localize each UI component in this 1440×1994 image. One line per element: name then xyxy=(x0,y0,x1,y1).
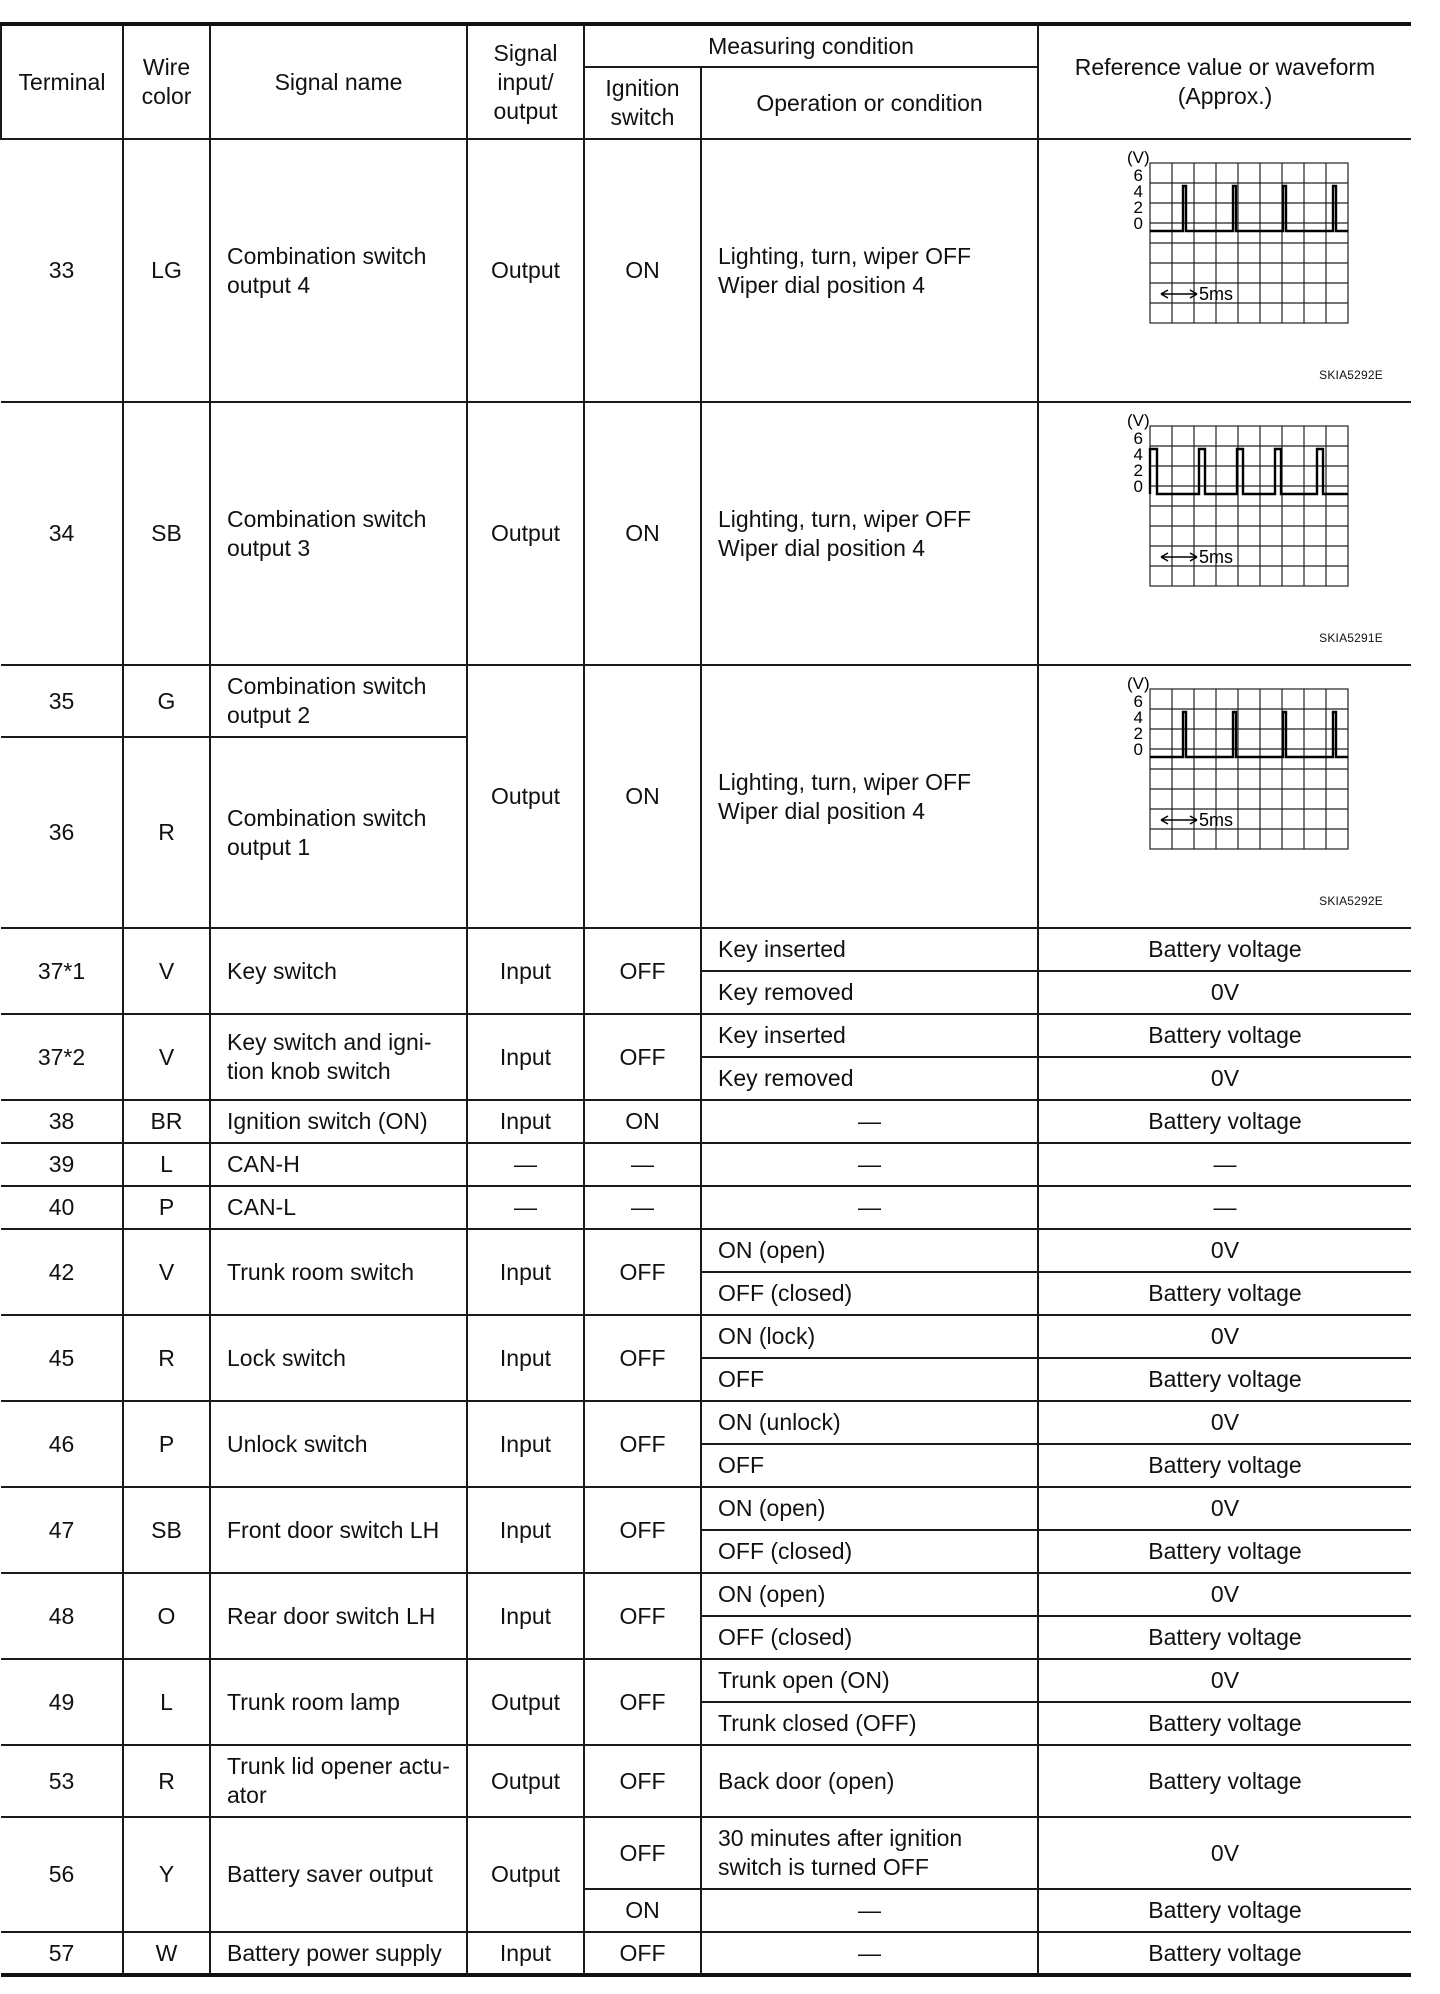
table-row xyxy=(1,1487,1411,1530)
wire-color-cell: P xyxy=(123,1401,210,1487)
terminal-cell: 56 xyxy=(1,1817,123,1932)
table-row xyxy=(1,1932,1411,1975)
table-row xyxy=(1,402,1411,665)
condition-cell: Key inserted xyxy=(701,928,1038,971)
table-row xyxy=(1,1100,1411,1143)
value-cell: Battery voltage xyxy=(1038,1530,1411,1573)
condition-cell: — xyxy=(701,1889,1038,1932)
condition-cell: ON (lock) xyxy=(701,1315,1038,1358)
condition-cell: Lighting, turn, wiper OFF Wiper dial position 4 xyxy=(701,665,1038,928)
condition-cell: Trunk closed (OFF) xyxy=(701,1702,1038,1745)
value-cell: Battery voltage xyxy=(1038,1932,1411,1975)
header-measuring-condition: Measuring condition xyxy=(584,24,1038,67)
ignition-cell: ON xyxy=(584,665,701,928)
figure-code: SKIA5291E xyxy=(1319,631,1383,645)
condition-cell: Key inserted xyxy=(701,1014,1038,1057)
wire-color-cell: G xyxy=(123,665,210,737)
condition-cell: ON (open) xyxy=(701,1573,1038,1616)
waveform-time-scale: 5ms xyxy=(1199,810,1234,830)
terminal-cell: 46 xyxy=(1,1401,123,1487)
ignition-cell: ON xyxy=(584,402,701,665)
signal-io-cell: Input xyxy=(467,1315,584,1401)
condition-cell: OFF (closed) xyxy=(701,1272,1038,1315)
figure-code: SKIA5292E xyxy=(1319,368,1383,382)
value-cell: Battery voltage xyxy=(1038,1358,1411,1401)
signal-io-cell: Output xyxy=(467,1659,584,1745)
ignition-cell: OFF xyxy=(584,1817,701,1889)
wire-color-cell: Y xyxy=(123,1817,210,1932)
ignition-cell: — xyxy=(584,1186,701,1229)
value-cell: Battery voltage xyxy=(1038,928,1411,971)
value-cell: Battery voltage xyxy=(1038,1616,1411,1659)
waveform-cell xyxy=(1038,139,1411,402)
wire-color-cell: L xyxy=(123,1143,210,1186)
table-row xyxy=(1,665,1411,737)
waveform-tick: 6 xyxy=(1133,692,1143,711)
value-cell: 0V xyxy=(1038,1659,1411,1702)
signal-name-cell: Rear door switch LH xyxy=(210,1573,467,1659)
table-row xyxy=(1,1315,1411,1358)
signal-name-cell: Battery saver output xyxy=(210,1817,467,1932)
signal-io-cell: Input xyxy=(467,1014,584,1100)
signal-io-cell: Input xyxy=(467,1487,584,1573)
waveform-tick: 2 xyxy=(1133,461,1143,480)
header-ignition-switch: Ignition switch xyxy=(584,67,701,139)
ignition-cell: ON xyxy=(584,1889,701,1932)
signal-io-cell: Output xyxy=(467,665,584,928)
signal-io-cell: Input xyxy=(467,1401,584,1487)
figure-code: SKIA5292E xyxy=(1319,894,1383,908)
waveform-tick: 2 xyxy=(1133,198,1143,217)
wire-color-cell: O xyxy=(123,1573,210,1659)
waveform-pulse-wide xyxy=(1075,404,1375,604)
terminal-cell: 53 xyxy=(1,1745,123,1817)
header-signal-io: Signal input/ output xyxy=(467,24,584,139)
value-cell: — xyxy=(1038,1143,1411,1186)
value-cell: Battery voltage xyxy=(1038,1745,1411,1817)
ignition-cell: OFF xyxy=(584,1745,701,1817)
terminal-cell: 34 xyxy=(1,402,123,665)
value-cell: — xyxy=(1038,1186,1411,1229)
terminal-cell: 38 xyxy=(1,1100,123,1143)
signal-io-cell: Input xyxy=(467,928,584,1014)
waveform-unit: (V) xyxy=(1127,148,1150,167)
header-reference-value: Reference value or waveform (Approx.) xyxy=(1038,24,1411,139)
signal-name-cell: Trunk room lamp xyxy=(210,1659,467,1745)
wire-color-cell: R xyxy=(123,1745,210,1817)
terminal-table-sheet xyxy=(0,22,1410,1977)
header-operation-condition: Operation or condition xyxy=(701,67,1038,139)
table-row xyxy=(1,1186,1411,1229)
wire-color-cell: V xyxy=(123,928,210,1014)
ignition-cell: OFF xyxy=(584,1573,701,1659)
signal-io-cell: Input xyxy=(467,1573,584,1659)
wire-color-cell: V xyxy=(123,1229,210,1315)
waveform-cell xyxy=(1038,665,1411,928)
condition-cell: Key removed xyxy=(701,971,1038,1014)
wire-color-cell: W xyxy=(123,1932,210,1975)
signal-name-cell: Combination switch output 1 xyxy=(210,737,467,928)
table-row xyxy=(1,1401,1411,1444)
waveform-tick: 0 xyxy=(1133,477,1143,496)
wire-color-cell: R xyxy=(123,737,210,928)
waveform-tick: 0 xyxy=(1133,740,1143,759)
ignition-cell: OFF xyxy=(584,1315,701,1401)
value-cell: 0V xyxy=(1038,971,1411,1014)
signal-io-cell: Output xyxy=(467,1817,584,1932)
waveform-cell xyxy=(1038,402,1411,665)
waveform-time-scale: 5ms xyxy=(1199,547,1234,567)
terminal-cell: 48 xyxy=(1,1573,123,1659)
signal-name-cell: CAN-L xyxy=(210,1186,467,1229)
terminal-cell: 40 xyxy=(1,1186,123,1229)
value-cell: Battery voltage xyxy=(1038,1889,1411,1932)
table-row xyxy=(1,1014,1411,1057)
condition-cell: OFF xyxy=(701,1358,1038,1401)
table-row xyxy=(1,1745,1411,1817)
terminal-cell: 49 xyxy=(1,1659,123,1745)
signal-name-cell: Combination switch output 3 xyxy=(210,402,467,665)
table-row xyxy=(1,928,1411,971)
value-cell: 0V xyxy=(1038,1817,1411,1889)
ignition-cell: OFF xyxy=(584,928,701,1014)
signal-name-cell: Combination switch output 2 xyxy=(210,665,467,737)
condition-cell: OFF (closed) xyxy=(701,1530,1038,1573)
ignition-cell: ON xyxy=(584,139,701,402)
terminal-cell: 37*1 xyxy=(1,928,123,1014)
waveform-tick: 6 xyxy=(1133,429,1143,448)
signal-name-cell: Trunk lid opener actu- ator xyxy=(210,1745,467,1817)
waveform-tick: 4 xyxy=(1133,445,1143,464)
header-terminal: Terminal xyxy=(1,24,123,139)
waveform-tick: 0 xyxy=(1133,214,1143,233)
value-cell: 0V xyxy=(1038,1229,1411,1272)
ignition-cell: ON xyxy=(584,1100,701,1143)
value-cell: 0V xyxy=(1038,1057,1411,1100)
ignition-cell: — xyxy=(584,1143,701,1186)
header-wire-color: Wire color xyxy=(123,24,210,139)
wire-color-cell: SB xyxy=(123,1487,210,1573)
condition-cell: Lighting, turn, wiper OFF Wiper dial position 4 xyxy=(701,402,1038,665)
signal-io-cell: — xyxy=(467,1186,584,1229)
wire-color-cell: LG xyxy=(123,139,210,402)
table-row xyxy=(1,1143,1411,1186)
waveform-time-scale: 5ms xyxy=(1199,284,1234,304)
terminal-cell: 35 xyxy=(1,665,123,737)
value-cell: Battery voltage xyxy=(1038,1272,1411,1315)
value-cell: 0V xyxy=(1038,1487,1411,1530)
ignition-cell: OFF xyxy=(584,1932,701,1975)
value-cell: Battery voltage xyxy=(1038,1100,1411,1143)
condition-cell: OFF (closed) xyxy=(701,1616,1038,1659)
table-row xyxy=(1,1229,1411,1272)
signal-name-cell: Trunk room switch xyxy=(210,1229,467,1315)
condition-cell: Key removed xyxy=(701,1057,1038,1100)
signal-io-cell: Input xyxy=(467,1100,584,1143)
value-cell: Battery voltage xyxy=(1038,1702,1411,1745)
condition-cell: Back door (open) xyxy=(701,1745,1038,1817)
signal-name-cell: Key switch xyxy=(210,928,467,1014)
terminal-cell: 42 xyxy=(1,1229,123,1315)
value-cell: 0V xyxy=(1038,1573,1411,1616)
signal-name-cell: Combination switch output 4 xyxy=(210,139,467,402)
wire-color-cell: L xyxy=(123,1659,210,1745)
waveform-tick: 4 xyxy=(1133,708,1143,727)
waveform-tick: 2 xyxy=(1133,724,1143,743)
condition-cell: Trunk open (ON) xyxy=(701,1659,1038,1702)
signal-io-cell: Output xyxy=(467,402,584,665)
condition-cell: Lighting, turn, wiper OFF Wiper dial position 4 xyxy=(701,139,1038,402)
condition-cell: OFF xyxy=(701,1444,1038,1487)
wire-color-cell: R xyxy=(123,1315,210,1401)
condition-cell: ON (unlock) xyxy=(701,1401,1038,1444)
wire-color-cell: SB xyxy=(123,402,210,665)
wire-color-cell: P xyxy=(123,1186,210,1229)
ignition-cell: OFF xyxy=(584,1014,701,1100)
terminal-cell: 39 xyxy=(1,1143,123,1186)
condition-cell: — xyxy=(701,1143,1038,1186)
signal-name-cell: Battery power supply xyxy=(210,1932,467,1975)
table-row xyxy=(1,1659,1411,1702)
signal-name-cell: Unlock switch xyxy=(210,1401,467,1487)
terminal-cell: 33 xyxy=(1,139,123,402)
waveform-unit: (V) xyxy=(1127,674,1150,693)
table-row xyxy=(1,1573,1411,1616)
ignition-cell: OFF xyxy=(584,1401,701,1487)
ignition-cell: OFF xyxy=(584,1229,701,1315)
condition-cell: — xyxy=(701,1186,1038,1229)
condition-cell: — xyxy=(701,1100,1038,1143)
value-cell: Battery voltage xyxy=(1038,1444,1411,1487)
header-signal-name: Signal name xyxy=(210,24,467,139)
condition-cell: ON (open) xyxy=(701,1229,1038,1272)
terminal-reference-table xyxy=(0,22,1411,1977)
value-cell: 0V xyxy=(1038,1315,1411,1358)
ignition-cell: OFF xyxy=(584,1659,701,1745)
condition-cell: 30 minutes after ignition switch is turned OFF xyxy=(701,1817,1038,1889)
waveform-pulse-narrow xyxy=(1075,667,1375,867)
condition-cell: — xyxy=(701,1932,1038,1975)
value-cell: Battery voltage xyxy=(1038,1014,1411,1057)
signal-name-cell: Key switch and igni- tion knob switch xyxy=(210,1014,467,1100)
signal-name-cell: Lock switch xyxy=(210,1315,467,1401)
terminal-cell: 45 xyxy=(1,1315,123,1401)
terminal-cell: 37*2 xyxy=(1,1014,123,1100)
signal-io-cell: Input xyxy=(467,1229,584,1315)
terminal-cell: 57 xyxy=(1,1932,123,1975)
terminal-cell: 47 xyxy=(1,1487,123,1573)
wire-color-cell: BR xyxy=(123,1100,210,1143)
table-row xyxy=(1,1817,1411,1889)
signal-io-cell: — xyxy=(467,1143,584,1186)
condition-cell: ON (open) xyxy=(701,1487,1038,1530)
table-row xyxy=(1,139,1411,402)
signal-name-cell: CAN-H xyxy=(210,1143,467,1186)
signal-io-cell: Output xyxy=(467,1745,584,1817)
value-cell: 0V xyxy=(1038,1401,1411,1444)
ignition-cell: OFF xyxy=(584,1487,701,1573)
terminal-cell: 36 xyxy=(1,737,123,928)
signal-io-cell: Input xyxy=(467,1932,584,1975)
waveform-pulse-narrow xyxy=(1075,141,1375,341)
wire-color-cell: V xyxy=(123,1014,210,1100)
waveform-tick: 6 xyxy=(1133,166,1143,185)
waveform-unit: (V) xyxy=(1127,411,1150,430)
signal-io-cell: Output xyxy=(467,139,584,402)
signal-name-cell: Front door switch LH xyxy=(210,1487,467,1573)
waveform-tick: 4 xyxy=(1133,182,1143,201)
signal-name-cell: Ignition switch (ON) xyxy=(210,1100,467,1143)
